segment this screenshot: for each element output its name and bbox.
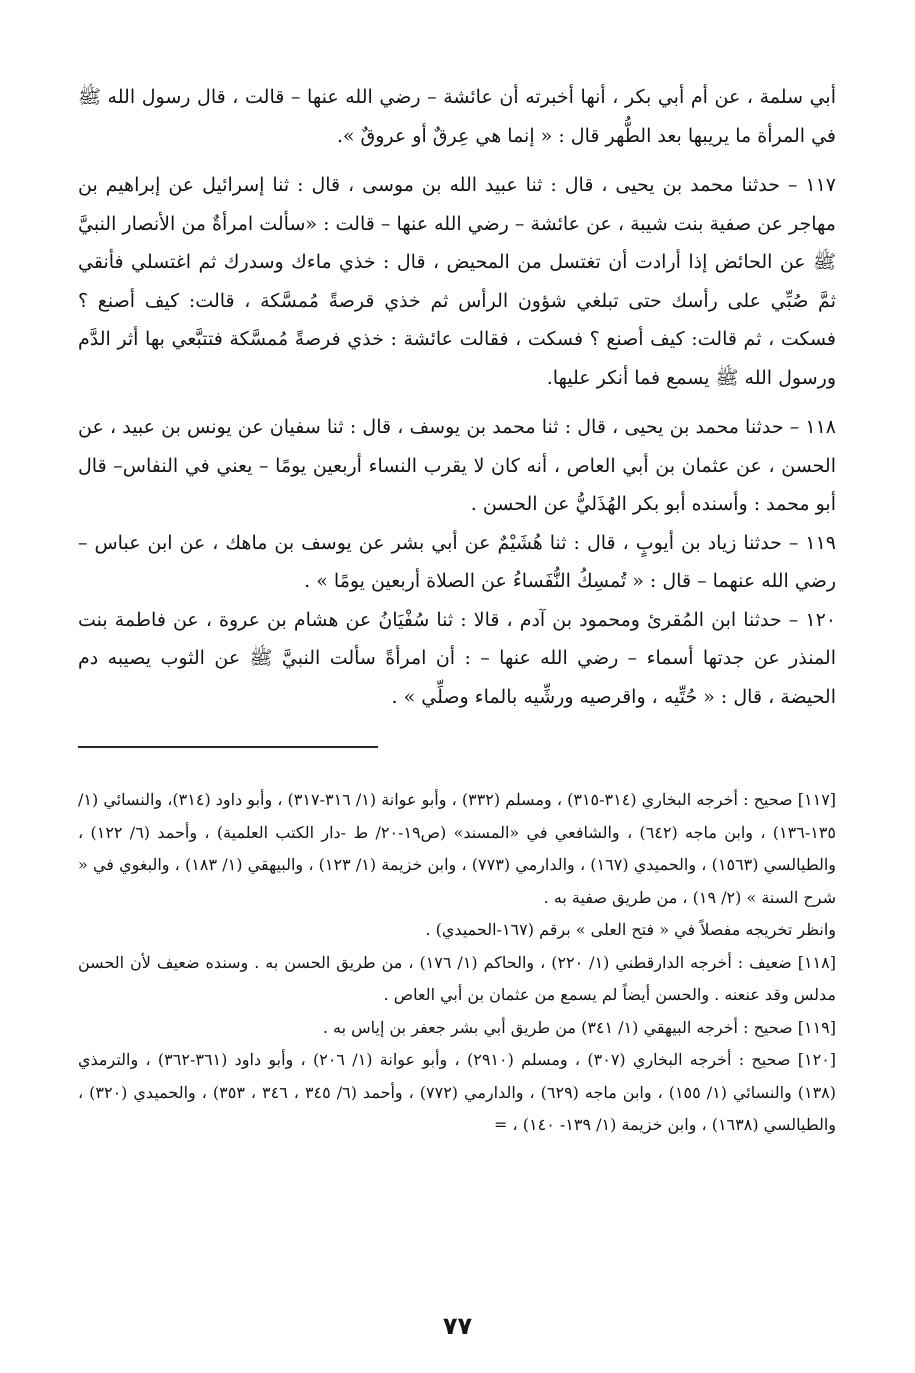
footnotes [78,784,836,1142]
footnote-117: [١١٧] صحيح : أخرجه البخاري (٣١٤-٣١٥) ، ومسلم (٣٣٢) ، وأبو عوانة (١/ ٣١٦-٣١٧) ، وأبو داود (٣١٤)، والنسائي (١/ ١٣٥-١٣٦) ، وابن ماجه (٦٤٢) ، والشافعي في «المسند» (ص١٩-٢٠/ ط -دار الكتب العلمية) ، وأحمد (٦/ ١٢٢) ، والطيالسي (١٥٦٣) ، والحميدي (١٦٧) ، والدارمي (٧٧٣) ، وابن خزيمة (١/ ١٢٣) ، والبيهقي (١/ ١٨٣) ، والبغوي في « شرح السنة » (٢/ ١٩) ، من طريق صفية به . [78,790,837,907]
hadith-117: ١١٧ – حدثنا محمد بن يحيى ، قال : ثنا عبيد الله بن موسى ، قال : ثنا إسرائيل عن إبراهيم بن مهاجر عن صفية بنت شيبة ، عن عائشة – رضي الله عنها – قالت : «سألت امرأةٌ من الأنصار النبيَّ ﷺ عن الحائض إذا أرادت أن تغتسل من المحيض ، قال : خذي ماءك وسدرك ثم اغتسلي فأنقي ثمَّ صُبِّي على رأسك حتى تبلغي شؤون الرأس ثم خذي قرصةً مُمسَّكة ، قالت: كيف أصنع ؟ فسكت ، ثم قالت: كيف أصنع ؟ فسكت ، فقالت عائشة : خذي فرصةً مُمسَّكة فتتبَّعي بها أثر الدَّم ورسول الله ﷺ يسمع فما أنكر عليها. [78,174,836,389]
footnote-120: [١٢٠] صحيح : أخرجه البخاري (٣٠٧) ، ومسلم (٢٩١٠) ، وأبو عوانة (١/ ٢٠٦) ، وأبو داود (٣٦١-٣٦٢) ، والترمذي (١٣٨) والنسائي (١/ ١٥٥) ، وابن ماجه (٦٢٩) ، والدارمي (٧٧٢) ، وأحمد (٦/ ٣٤٥ ، ٣٤٦ ، ٣٥٣) ، والحميدي (٣٢٠) ، والطيالسي (١٦٣٨) ، وابن خزيمة (١/ ١٣٩- ١٤٠) ، = [78,1050,837,1134]
footnote-separator [78,746,378,748]
page-number: ٧٧ [442,1312,473,1340]
footnote-118: [١١٨] ضعيف : أخرجه الدارقطني (١/ ٢٢٠) ، والحاكم (١/ ١٧٦) ، من طريق الحسن به . وسنده ضعيف لأن الحسن مدلس وقد عنعنه . والحسن أيضاً لم يسمع من عثمان بن أبي العاص . [78,952,836,1004]
hadith-118: ١١٨ – حدثنا محمد بن يحيى ، قال : ثنا محمد بن يوسف ، قال : ثنا سفيان عن يونس بن عبيد ، عن الحسن ، عن عثمان بن أبي العاص ، أنه كان لا يقرب النساء أربعين يومًا – يعني في النفاس– قال أبو محمد : وأسنده أبو بكر الهُذَليُّ عن الحسن . [78,416,836,515]
hadith-120: ١٢٠ – حدثنا ابن المُقرئ ومحمود بن آدم ، قالا : ثنا سُفْيَانُ عن هشام بن عروة ، عن فاطمة بنت المنذر عن جدتها أسماء – رضي الله عنها – : أن امرأةً سألت النبيَّ ﷺ عن الثوب يصيبه دم الحيضة ، قال : « حُتِّيه ، واقرصيه ورشِّيه بالماء وصلِّي » . [78,608,836,708]
hadith-119: ١١٩ – حدثنا زياد بن أيوبٍ ، قال : ثنا هُشَيْمٌ عن أبي بشر عن يوسف بن ماهك ، عن ابن عباس – رضي الله عنهما – قال : « تُمسِكُ النُّفَساءُ عن الصلاة أربعين يومًا » . [78,531,836,592]
main-text [78,78,836,716]
footnote-119: [١١٩] صحيح : أخرجه البيهقي (١/ ٣٤١) من طريق أبي بشر جعفر بن إياس به . [322,1017,836,1037]
footnote-117-see-also: وانظر تخريجه مفصلاً في « فتح العلى » برقم (١٦٧-الحميدي) . [425,920,836,939]
book-page [78,78,836,1142]
hadith-continuation: أبي سلمة ، عن أم أبي بكر ، أنها أخبرته أن عائشة – رضي الله عنها – قالت ، قال رسول الله ﷺ في المرأة ما يريبها بعد الطُّهر قال : « إنما هي عِرقٌ أو عروقٌ ». [78,86,836,147]
footnote-separator-wrap [78,716,836,784]
